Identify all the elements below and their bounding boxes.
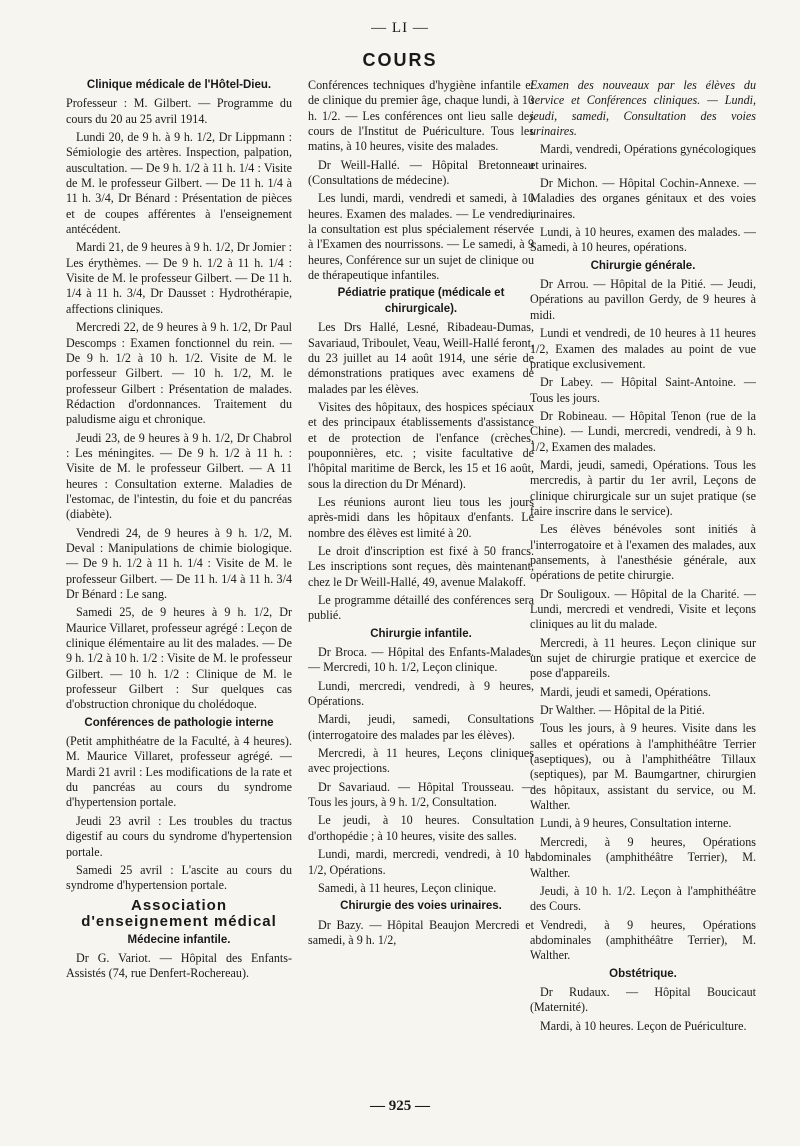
paragraph: Lundi et vendredi, de 10 heures à 11 heures 1/2, Examen des malades au point de vue pratique exclusivement.	[530, 326, 756, 371]
paragraph: Les réunions auront lieu tous les jours après-midi dans les hôpitaux d'enfants. Le nombre des élèves est limité à 20.	[308, 494, 534, 540]
paragraph: Mardi, jeudi, samedi, Consultations (interrogatoire des malades par les élèves).	[308, 712, 534, 742]
paragraph: Vendredi, à 9 heures, Opérations abdominales (amphithéâtre Terrier), M. Walther.	[530, 917, 756, 963]
paragraph: Jeudi, à 10 h. 1/2. Leçon à l'amphithéâtre des Cours.	[530, 883, 756, 914]
paragraph: Samedi 25, de 9 heures à 9 h. 1/2, Dr Maurice Villaret, professeur agrégé : Leçon de clinique élémentaire au lit des malades. — De 9 h. 1/2 à 10 h. 1/2 : Visite de M. le professeur Gilbert. — 10 h. 1/2 : Clinique de M. le professeur Gilbert : Sur quelques cas d'obstruction chronique du cholédoque.	[66, 605, 292, 712]
paragraph: Jeudi 23 avril : Les troubles du tractus digestif au cours du syndrome d'hypertension portale.	[66, 813, 292, 859]
paragraph: Les Drs Hallé, Lesné, Ribadeau-Dumas, Savariaud, Triboulet, Veau, Weill-Hallé feront, du 23 juillet au 14 août 1914, une série de démonstrations pratiques avec examens de malades par les élèves.	[308, 320, 534, 396]
paragraph: Lundi, à 10 heures, examen des malades. — Samedi, à 10 heures, opérations.	[530, 225, 756, 255]
paragraph: Mardi, jeudi et samedi, Opérations.	[540, 684, 711, 699]
column-left	[66, 78, 292, 985]
paragraph: Dr Arrou. — Hôpital de la Pitié. — Jeudi, Opérations au pavillon Gerdy, de 9 heures à midi.	[530, 277, 756, 322]
paragraph: Mercredi 22, de 9 heures à 9 h. 1/2, Dr Paul Descomps : Examen fonctionnel du rein. — De 9 h. 1/2 à 10 h. 1/2. Visite de M. le porfesseur Gilbert. — 10 h. 1/2, M. le professeur Gilbert : Présentation de malades. Rédaction d'ordonnances. Traitement du paludisme aigu et chronique.	[66, 320, 292, 427]
section-heading: Médecine infantile.	[127, 933, 231, 946]
paragraph: Les élèves bénévoles sont initiés à l'interrogatoire et à l'examen des malades, aux pansements, à l'anesthésie générale, aux opérations de petite chirurgie.	[530, 522, 756, 583]
paragraph: Lundi, à 9 heures, Consultation interne.	[540, 816, 732, 831]
page-number: — 925 —	[370, 1098, 430, 1114]
paragraph: Examen des nouveaux par les élèves du service et Conférences cliniques. — Lundi, jeudi, samedi, Consultation des voies urinaires.	[530, 78, 756, 139]
paragraph: Vendredi 24, de 9 heures à 9 h. 1/2, M. Deval : Manipulations de chimie biologique. — De 9 h. 1/2 à 11 h. 1/4 : Visite de M. le professeur Gilbert. — De 11 h. 1/4 à 11 h. 3/4 Dr Bénard : Le sang.	[66, 525, 292, 601]
paragraph: Samedi 25 avril : L'ascite au cours du syndrome d'hypertension portale.	[66, 862, 292, 893]
paragraph: Dr G. Variot. — Hôpital des Enfants-Assistés (74, rue Denfert-Rochereau).	[66, 950, 292, 981]
paragraph: Professeur : M. Gilbert. — Programme du cours du 20 au 25 avril 1914.	[66, 96, 292, 126]
section-heading: Clinique médicale de l'Hôtel-Dieu.	[86, 79, 272, 91]
section-heading: Obstétrique.	[609, 967, 677, 980]
paragraph: Dr Savariaud. — Hôpital Trousseau. — Tous les jours, à 9 h. 1/2, Consultation.	[308, 779, 534, 810]
paragraph: Dr Michon. — Hôpital Cochin-Annexe. — Maladies des organes génitaux et des voies urinaires.	[530, 176, 756, 221]
paragraph: Samedi, à 11 heures, Leçon clinique.	[318, 880, 497, 895]
paragraph: Dr Weill-Hallé. — Hôpital Bretonneau (Consultations de médecine).	[308, 157, 534, 188]
paragraph: Dr Labey. — Hôpital Saint-Antoine. — Tous les jours.	[530, 375, 756, 405]
paragraph: Dr Broca. — Hôpital des Enfants-Malades. — Mercredi, 10 h. 1/2, Leçon clinique.	[308, 645, 534, 675]
paragraph: Les lundi, mardi, vendredi et samedi, à 10 heures. Examen des malades. — Le vendredi, la consultation est plus spécialement réservée à l'Examen des nourrissons. — Le samedi, à 9 heures, Conférence sur un sujet de clinique ou de thérapeutique infantiles.	[308, 191, 534, 283]
paragraph: Lundi 20, de 9 h. à 9 h. 1/2, Dr Lippmann : Sémiologie des artères. Inspection, palpation, auscultation. — De 9 h. 1/2 à 11 h. 1/4 : Visite de M. le professeur Gilbert. — De 11 h. 1/4 à 11 h. 3/4, Dr Bénard : Présentation de pièces et de coupes afférentes à l'enseignement antécédent.	[66, 130, 292, 237]
paragraph: Jeudi 23, de 9 heures à 9 h. 1/2, Dr Chabrol : Les méningites. — De 9 h. 1/2 à 11 h. : Visite de M. le professeur Gilbert. — A 11 heures : Consultation externe. Maladies de l'estomac, de l'intestin, du foie et du pancréas (diabète).	[66, 430, 292, 522]
paragraph: Le jeudi, à 10 heures. Consultation d'orthopédie ; à 10 heures, visite des salles.	[308, 813, 534, 843]
paragraph: Mercredi, à 11 heures, Leçons cliniques avec projections.	[308, 746, 534, 776]
section-heading: Chirurgie générale.	[590, 259, 696, 272]
section-heading: Conférences de pathologie interne	[84, 716, 274, 729]
paragraph: Dr Rudaux. — Hôpital Boucicaut (Maternité).	[530, 984, 756, 1015]
column-middle	[308, 78, 534, 951]
page-title: COURS	[362, 50, 438, 70]
paragraph: Mardi, à 10 heures. Leçon de Puériculture.	[540, 1018, 747, 1033]
paragraph: Conférences techniques d'hygiène infantile et de clinique du premier âge, chaque lundi, à 10 h. 1/2. — Les conférences ont lieu salle des cours de l'Institut de Puériculture. Tous les matins, à 10 heures, visite des malades.	[308, 78, 534, 154]
section-heading: Chirurgie des voies urinaires.	[340, 900, 502, 913]
roman-page-number: — LI —	[371, 20, 429, 36]
paragraph: Lundi, mercredi, vendredi, à 9 heures, Opérations.	[308, 678, 534, 709]
paragraph: (Petit amphithéatre de la Faculté, à 4 heures). M. Maurice Villaret, professeur agrégé. — Mardi 21 avril : Les modifications de la rate et du pancréas au cours du syndrome d'hypertension portale.	[66, 734, 292, 810]
section-heading: Pédiatrie pratique (médicale et chirurgicale).	[337, 287, 505, 315]
paragraph: Mardi, vendredi, Opérations gynécologiques et urinaires.	[530, 142, 756, 172]
paragraph: Le droit d'inscription est fixé à 50 francs. Les inscriptions sont reçues, dès maintenant, chez le Dr Weill-Hallé, 49, avenue Malakoff.	[308, 543, 534, 589]
paragraph: Mardi, jeudi, samedi, Opérations. Tous les mercredis, à partir du 1er avril, Leçons de clinique chirurgicale sur un sujet pratique (se faire inscrire dans le service).	[530, 457, 756, 518]
paragraph: Dr Souligoux. — Hôpital de la Charité. — Lundi, mercredi et vendredi, Visite et leçons cliniques au lit du malade.	[530, 586, 756, 632]
paragraph: Le programme détaillé des conférences sera publié.	[308, 593, 534, 623]
paragraph: Dr Robineau. — Hôpital Tenon (rue de la Chine). — Lundi, mercredi, vendredi, à 9 h. 1/2, Examen des malades.	[530, 408, 756, 454]
column-right	[530, 78, 756, 1037]
paragraph: Mercredi, à 9 heures, Opérations abdominales (amphithéâtre Terrier), M. Walther.	[530, 834, 756, 880]
paragraph: Visites des hôpitaux, des hospices spéciaux et des principaux établissements d'assistance et de protection de l'enfance (crèches, pouponnières, etc. ; visite facultative de l'hôpital maritime de Berck, les 15 et 16 août, sous la direction du Dr Ménard).	[308, 399, 534, 491]
paragraph: Lundi, mardi, mercredi, vendredi, à 10 h. 1/2, Opérations.	[308, 847, 534, 877]
section-heading: Chirurgie infantile.	[370, 627, 472, 640]
paragraph: Mardi 21, de 9 heures à 9 h. 1/2, Dr Jomier : Les érythèmes. — De 9 h. 1/2 à 11 h. 1/4 : Visite de M. le professeur Gilbert. — De 11 h. 1/4 à 11 h. 3/4, Dr Dausset : Hydrothérapie, affections cliniques.	[66, 240, 292, 316]
paragraph: Dr Walther. — Hôpital de la Pitié.	[540, 703, 705, 718]
paragraph: Dr Bazy. — Hôpital Beaujon Mercredi et samedi, à 9 h. 1/2,	[308, 917, 534, 947]
section-heading: Association d'enseignement médical	[81, 896, 277, 930]
paragraph: Mercredi, à 11 heures. Leçon clinique sur un sujet de chirurgie pratique et exercice de pose d'appareils.	[530, 635, 756, 681]
paragraph: Tous les jours, à 9 heures. Visite dans les salles et opérations à l'amphithéâtre Terrier (aseptiques), ou à l'amphithéâtre Tillaux (septiques), par M. Baumgartner, chirurgien des hôpitaux, assistant du service, ou M. Walther.	[530, 721, 756, 813]
